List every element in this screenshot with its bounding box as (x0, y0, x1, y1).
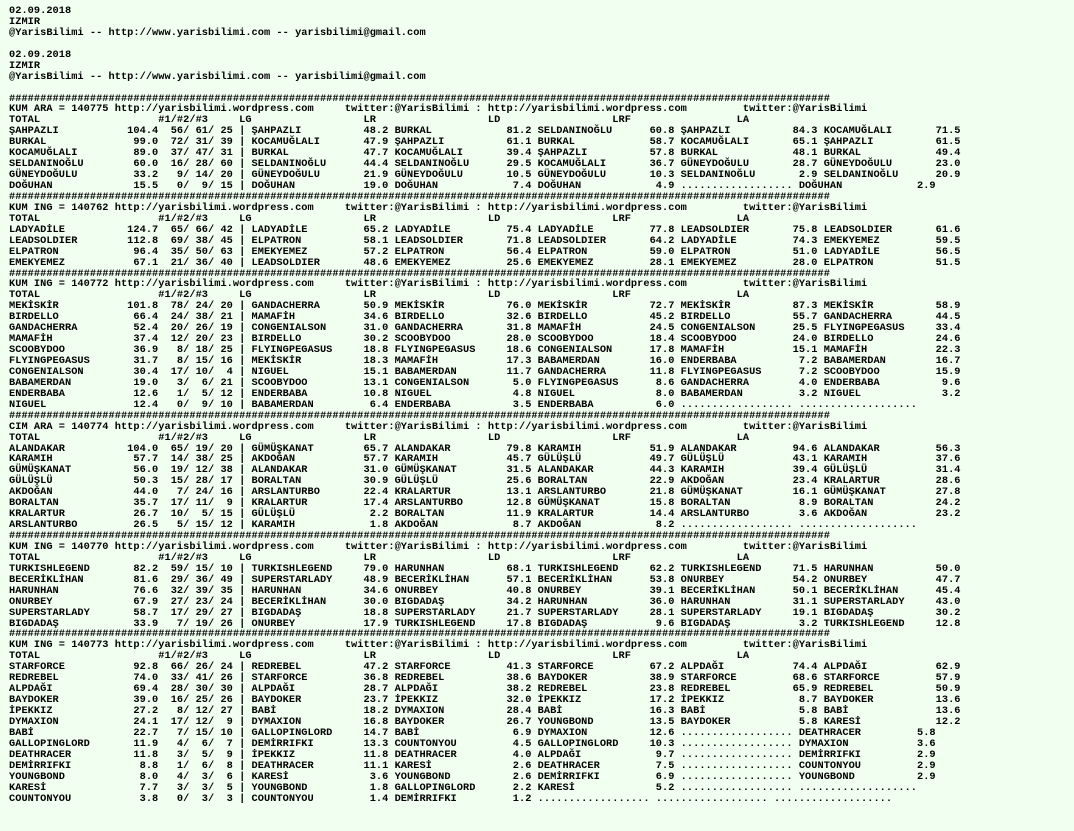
result-row: DEATHRACER 11.8 3/ 5/ 9 | İPEKKIZ 11.8 DEATHRACER 4.0 ALPDAĞI 9.7 .................. DEMİRRIFKI 2.9 (9, 748, 936, 761)
result-row: DEMİRRIFKI 8.8 1/ 6/ 8 | DEATHRACER 11.1 KARESİ 2.6 DEATHRACER 7.5 .................. COUNTONYOU 2.9 (9, 759, 936, 772)
result-row: GÜMÜŞKANAT 56.0 19/ 12/ 38 | ALANDAKAR 31.0 GÜMÜŞKANAT 31.5 ALANDAKAR 44.3 KARAMIH 39.4 GÜLÜŞLÜ 31.4 (9, 464, 961, 477)
header-city: IZMIR (9, 59, 41, 72)
section-title: KUM ING = 140770 http://yarisbilimi.wordpress.com twitter:@YarisBilimi : http://yarisbilimi.wordpress.com twitter:@YarisBilimi (9, 540, 868, 553)
result-row: MEKİSKİR 101.8 78/ 24/ 20 | GANDACHERRA 50.9 MEKİSKİR 76.0 MEKİSKİR 72.7 MEKİSKİR 87.3 MEKİSKİR 58.9 (9, 300, 961, 313)
section-title: KUM ING = 140772 http://yarisbilimi.wordpress.com twitter:@YarisBilimi : http://yarisbilimi.wordpress.com twitter:@YarisBilimi (9, 278, 868, 291)
header-contact: @YarisBilimi -- http://www.yarisbilimi.com -- yarisbilimi@gmail.com (9, 26, 426, 39)
result-row: ALPDAĞI 69.4 28/ 30/ 30 | ALPDAĞI 28.7 ALPDAĞI 38.2 REDREBEL 23.8 REDREBEL 65.9 REDREBEL 50.9 (9, 683, 961, 696)
column-headers: TOTAL #1/#2/#3 LG LR LD LRF LA (9, 289, 750, 302)
result-row: BORALTAN 35.7 17/ 11/ 9 | KRALARTUR 17.4 ARSLANTURBO 12.8 GÜMÜŞKANAT 15.8 BORALTAN 8.9 BORALTAN 24.2 (9, 497, 961, 510)
section-title: KUM ARA = 140775 http://yarisbilimi.wordpress.com twitter:@YarisBilimi : http://yarisbilimi.wordpress.com twitter:@YarisBilimi (9, 103, 868, 116)
result-row: BIRDELLO 66.4 24/ 38/ 21 | MAMAFİH 34.6 BIRDELLO 32.6 BIRDELLO 45.2 BIRDELLO 55.7 GANDACHERRA 44.5 (9, 311, 961, 324)
result-row: AKDOĞAN 44.0 7/ 24/ 16 | ARSLANTURBO 22.4 KRALARTUR 13.1 ARSLANTURBO 21.8 GÜMÜŞKANAT 16.1 GÜMÜŞKANAT 27.8 (9, 486, 961, 499)
result-row: YOUNGBOND 8.0 4/ 3/ 6 | KARESİ 3.6 YOUNGBOND 2.6 DEMİRRIFKI 6.9 .................. YOUNGBOND 2.9 (9, 770, 936, 783)
result-row: EMEKYEMEZ 67.1 21/ 36/ 40 | LEADSOLDIER 48.6 EMEKYEMEZ 25.6 EMEKYEMEZ 28.1 EMEKYEMEZ 28.0 ELPATRON 51.5 (9, 256, 961, 269)
separator-line: #################################################################################################################################### (9, 530, 830, 542)
result-row: DYMAXION 24.1 17/ 12/ 9 | DYMAXION 16.8 BAYDOKER 26.7 YOUNGBOND 13.5 BAYDOKER 5.8 KARESİ 12.2 (9, 715, 961, 728)
section-title: KUM ING = 140762 http://yarisbilimi.wordpress.com twitter:@YarisBilimi : http://yarisbilimi.wordpress.com twitter:@YarisBilimi (9, 201, 868, 214)
result-row: LEADSOLDIER 112.8 69/ 38/ 45 | ELPATRON 58.1 LEADSOLDIER 71.8 LEADSOLDIER 64.2 LADYADİLE 74.3 EMEKYEMEZ 59.5 (9, 234, 961, 247)
result-row: TURKISHLEGEND 82.2 59/ 15/ 10 | TURKISHLEGEND 79.0 HARUNHAN 68.1 TURKISHLEGEND 62.2 TURKISHLEGEND 71.5 HARUNHAN 50.0 (9, 562, 961, 575)
header-date: 02.09.2018 (9, 5, 72, 17)
header-contact: @YarisBilimi -- http://www.yarisbilimi.com -- yarisbilimi@gmail.com (9, 70, 426, 83)
result-row: ELPATRON 96.4 35/ 50/ 63 | EMEKYEMEZ 57.2 ELPATRON 56.4 ELPATRON 59.0 ELPATRON 51.0 LADYADİLE 56.5 (9, 245, 961, 258)
result-row: SUPERSTARLADY 58.7 17/ 29/ 27 | BIGDADAŞ 18.8 SUPERSTARLADY 21.7 SUPERSTARLADY 28.1 SUPERSTARLADY 19.1 BIGDADAŞ 30.2 (9, 606, 961, 619)
result-row: BECERİKLİHAN 81.6 29/ 36/ 49 | SUPERSTARLADY 48.9 BECERİKLİHAN 57.1 BECERİKLİHAN 53.8 ONURBEY 54.2 ONURBEY 47.7 (9, 573, 961, 586)
column-headers: TOTAL #1/#2/#3 LG LR LD LRF LA (9, 650, 750, 663)
column-headers: TOTAL #1/#2/#3 LG LR LD LRF LA (9, 431, 750, 444)
result-row: BAYDOKER 39.0 16/ 25/ 26 | BAYDOKER 23.7 İPEKKIZ 32.0 İPEKKIZ 17.2 İPEKKIZ 8.7 BAYDOKER 13.6 (9, 694, 961, 707)
result-row: ENDERBABA 12.6 1/ 5/ 12 | ENDERBABA 10.8 NIGUEL 4.8 NIGUEL 8.0 BABAMERDAN 3.2 NIGUEL 3.2 (9, 387, 961, 400)
result-row: KOCAMUĞLALI 89.0 37/ 47/ 31 | BURKAL 47.7 KOCAMUĞLALI 39.4 ŞAHPAZLI 57.8 BURKAL 48.1 BURKAL 49.4 (9, 147, 961, 160)
separator-line: #################################################################################################################################### (9, 190, 830, 203)
result-row: ALANDAKAR 104.0 65/ 19/ 20 | GÜMÜŞKANAT 65.7 ALANDAKAR 79.8 KARAMIH 51.9 ALANDAKAR 94.6 ALANDAKAR 56.3 (9, 442, 961, 455)
result-row: REDREBEL 74.0 33/ 41/ 26 | STARFORCE 36.8 REDREBEL 38.6 BAYDOKER 38.9 STARFORCE 68.6 STARFORCE 57.9 (9, 672, 961, 685)
result-row: BIGDADAŞ 33.9 7/ 19/ 26 | ONURBEY 17.9 TURKISHLEGEND 17.8 BIGDADAŞ 9.6 BIGDADAŞ 3.2 TURKISHLEGEND 12.8 (9, 617, 961, 630)
header-city: IZMIR (9, 15, 41, 28)
result-row: NIGUEL 12.4 0/ 9/ 10 | BABAMERDAN 6.4 ENDERBABA 3.5 ENDERBABA 6.0 .................. ................... (9, 398, 917, 411)
result-row: DOĞUHAN 15.5 0/ 9/ 15 | DOĞUHAN 19.0 DOĞUHAN 7.4 DOĞUHAN 4.9 .................. DOĞUHAN 2.9 (9, 180, 936, 192)
result-row: COUNTONYOU 3.8 0/ 3/ 3 | COUNTONYOU 1.4 DEMİRRIFKI 1.2 .................. .................. ................... (9, 792, 893, 805)
separator-line: #################################################################################################################################### (9, 628, 830, 641)
result-row: KRALARTUR 26.7 10/ 5/ 15 | GÜLÜŞLÜ 2.2 BORALTAN 11.9 KRALARTUR 14.4 ARSLANTURBO 3.6 AKDOĞAN 23.2 (9, 508, 961, 521)
result-row: İPEKKIZ 27.2 8/ 12/ 27 | BABİ 18.2 DYMAXION 28.4 BABİ 16.3 BABİ 5.8 BABİ 13.6 (9, 705, 961, 717)
result-row: FLYINGPEGASUS 31.7 8/ 15/ 16 | MEKİSKİR 18.3 MAMAFİH 17.3 BABAMERDAN 16.0 ENDERBABA 7.2 BABAMERDAN 16.7 (9, 355, 961, 367)
result-row: BABAMERDAN 19.0 3/ 6/ 21 | SCOOBYDOO 13.1 CONGENIALSON 5.0 FLYINGPEGASUS 8.6 GANDACHERRA 4.0 ENDERBABA 9.6 (9, 376, 961, 389)
result-row: LADYADİLE 124.7 65/ 66/ 42 | LADYADİLE 65.2 LADYADİLE 75.4 LADYADİLE 77.8 LEADSOLDIER 75.8 LEADSOLDIER 61.6 (9, 223, 961, 236)
result-row: GÜLÜŞLÜ 50.3 15/ 28/ 17 | BORALTAN 30.9 GÜLÜŞLÜ 25.6 BORALTAN 22.9 AKDOĞAN 23.4 KRALARTUR 28.6 (9, 475, 961, 488)
result-row: ŞAHPAZLI 104.4 56/ 61/ 25 | ŞAHPAZLI 48.2 BURKAL 81.2 SELDANINOĞLU 60.8 ŞAHPAZLI 84.3 KOCAMUĞLALI 71.5 (9, 125, 961, 138)
header-date: 02.09.2018 (9, 48, 72, 61)
separator-line: #################################################################################################################################### (9, 267, 830, 280)
blank-line (9, 83, 1074, 94)
result-row: BABİ 22.7 7/ 15/ 10 | GALLOPINGLORD 14.7 BABİ 6.9 DYMAXION 12.6 .................. DEATHRACER 5.8 (9, 726, 936, 739)
result-row: BURKAL 99.0 72/ 31/ 39 | KOCAMUĞLALI 47.9 ŞAHPAZLI 61.1 BURKAL 58.7 KOCAMUĞLALI 65.1 ŞAHPAZLI 61.5 (9, 136, 961, 149)
result-row: GANDACHERRA 52.4 20/ 26/ 19 | CONGENIALSON 31.0 GANDACHERRA 31.8 MAMAFİH 24.5 CONGENIALSON 25.5 FLYINGPEGASUS 33.4 (9, 322, 961, 335)
result-row: MAMAFİH 37.4 12/ 20/ 23 | BIRDELLO 30.2 SCOOBYDOO 28.0 SCOOBYDOO 18.4 SCOOBYDOO 24.0 BIRDELLO 24.6 (9, 333, 961, 346)
section-title: CIM ARA = 140774 http://yarisbilimi.wordpress.com twitter:@YarisBilimi : http://yarisbilimi.wordpress.com twitter:@YarisBilimi (9, 420, 868, 433)
result-row: STARFORCE 92.8 66/ 26/ 24 | REDREBEL 47.2 STARFORCE 41.3 STARFORCE 67.2 ALPDAĞI 74.4 ALPDAĞI 62.9 (9, 661, 961, 674)
result-row: ONURBEY 67.9 27/ 23/ 24 | BECERİKLİHAN 30.0 BIGDADAŞ 34.2 HARUNHAN 36.0 HARUNHAN 31.1 SUPERSTARLADY 43.0 (9, 595, 961, 608)
result-row: SELDANINOĞLU 60.0 16/ 28/ 60 | SELDANINOĞLU 44.4 SELDANINOĞLU 29.5 KOCAMUĞLALI 36.7 GÜNEYDOĞULU 28.7 GÜNEYDOĞULU 23.0 (9, 158, 961, 171)
separator-line: #################################################################################################################################### (9, 92, 830, 105)
separator-line: #################################################################################################################################### (9, 409, 830, 422)
result-row: ARSLANTURBO 26.5 5/ 15/ 12 | KARAMIH 1.8 AKDOĞAN 8.7 AKDOĞAN 8.2 .................. ................... (9, 519, 917, 532)
result-row: GÜNEYDOĞULU 33.2 9/ 14/ 20 | GÜNEYDOĞULU 21.9 GÜNEYDOĞULU 10.5 GÜNEYDOĞULU 10.3 SELDANINOĞLU 2.9 SELDANINOĞLU 20.9 (9, 169, 961, 182)
column-headers: TOTAL #1/#2/#3 LG LR LD LRF LA (9, 212, 750, 225)
result-row: HARUNHAN 76.6 32/ 39/ 35 | HARUNHAN 34.6 ONURBEY 40.8 ONURBEY 39.1 BECERİKLİHAN 50.1 BECERİKLİHAN 45.4 (9, 584, 961, 597)
result-row: KARAMIH 57.7 14/ 38/ 25 | AKDOĞAN 57.7 KARAMIH 45.7 GÜLÜŞLÜ 49.7 GÜLÜŞLÜ 43.1 KARAMIH 37.6 (9, 453, 961, 466)
section-title: KUM ING = 140773 http://yarisbilimi.wordpress.com twitter:@YarisBilimi : http://yarisbilimi.wordpress.com twitter:@YarisBilimi (9, 639, 868, 652)
blank-line (9, 39, 1074, 50)
result-row: KARESİ 7.7 3/ 3/ 5 | YOUNGBOND 1.8 GALLOPINGLORD 2.2 KARESİ 5.2 .................. ................... (9, 781, 917, 794)
result-row: GALLOPINGLORD 11.9 4/ 6/ 7 | DEMİRRIFKI 13.3 COUNTONYOU 4.5 GALLOPINGLORD 10.3 .................. DYMAXION 3.6 (9, 737, 936, 750)
result-row: SCOOBYDOO 36.9 8/ 18/ 25 | FLYINGPEGASUS 18.8 FLYINGPEGASUS 18.6 CONGENIALSON 17.8 MAMAFİH 15.1 MAMAFİH 22.3 (9, 344, 961, 357)
column-headers: TOTAL #1/#2/#3 LG LR LD LRF LA (9, 114, 750, 127)
column-headers: TOTAL #1/#2/#3 LG LR LD LRF LA (9, 551, 750, 564)
result-row: CONGENIALSON 30.4 17/ 10/ 4 | NIGUEL 15.1 BABAMERDAN 11.7 GANDACHERRA 11.8 FLYINGPEGASUS 7.2 SCOOBYDOO 15.9 (9, 365, 961, 378)
